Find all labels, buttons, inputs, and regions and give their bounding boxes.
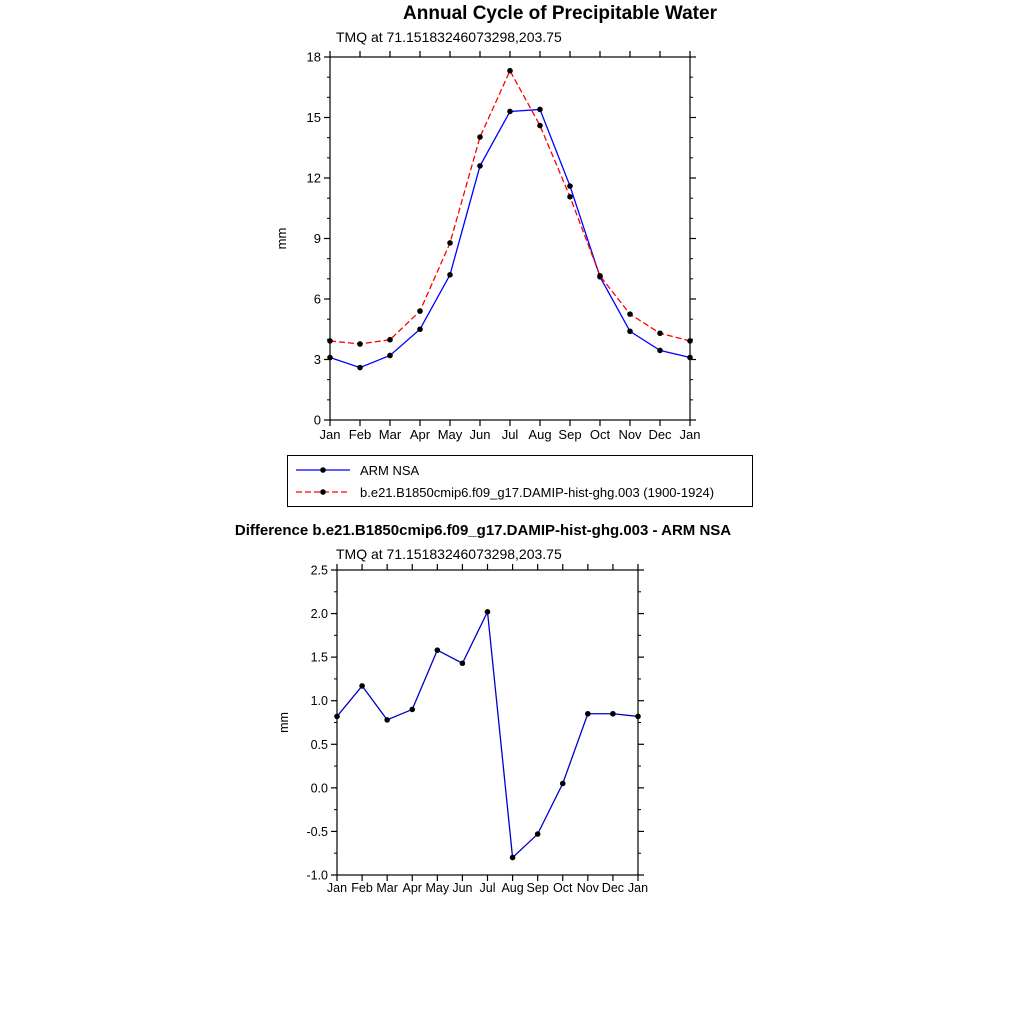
data-point: [610, 711, 616, 717]
y-tick-label: -1.0: [306, 868, 328, 883]
x-tick-label: Jun: [452, 881, 473, 895]
y-tick-label: 9: [313, 231, 321, 247]
legend-label: ARM NSA: [360, 462, 420, 478]
data-point: [334, 714, 340, 720]
y-tick-label: 18: [306, 49, 321, 65]
y-tick-label: 1.5: [310, 650, 328, 665]
y-tick-label: 0.0: [310, 781, 328, 796]
data-point: [687, 355, 693, 361]
data-point: [327, 338, 333, 344]
data-point: [635, 714, 641, 720]
data-point: [485, 609, 491, 615]
data-point: [387, 353, 393, 359]
data-point: [560, 781, 566, 787]
data-point: [357, 365, 363, 371]
x-tick-label: Jan: [627, 881, 649, 895]
legend-line-sample-blue: [294, 463, 352, 477]
y-tick-label: 0: [313, 412, 321, 428]
x-tick-label: Feb: [348, 427, 372, 442]
data-point: [535, 831, 541, 837]
y-tick-label: 2.0: [310, 607, 328, 622]
y-tick-label: 3: [313, 352, 321, 368]
difference-chart-title: Difference b.e21.B1850cmip6.f09_g17.DAMIP-hist-ghg.003 - ARM NSA: [234, 522, 732, 539]
y-tick-label: 1.0: [310, 694, 328, 709]
data-point: [507, 109, 513, 115]
legend-marker: [320, 489, 326, 495]
data-point: [627, 328, 633, 334]
x-tick-label: May: [437, 427, 463, 442]
x-tick-label: May: [425, 881, 450, 895]
x-tick-label: Feb: [351, 881, 373, 895]
data-point: [585, 711, 591, 717]
data-point: [384, 717, 390, 723]
legend-item-model: [294, 481, 746, 503]
x-tick-label: Dec: [648, 427, 672, 442]
top-chart-subtitle: TMQ at 71.15183246073298,203.75: [336, 29, 562, 45]
data-point: [447, 272, 453, 278]
data-point: [687, 338, 693, 344]
x-tick-label: Jul: [501, 427, 519, 442]
x-tick-label: Jan: [326, 881, 348, 895]
data-point: [357, 341, 363, 347]
data-point: [507, 68, 513, 74]
y-axis-label: mm: [274, 227, 289, 250]
y-tick-label: 15: [306, 110, 321, 126]
data-point: [327, 355, 333, 361]
legend-item-arm-nsa: [294, 459, 746, 481]
data-point: [657, 348, 663, 354]
y-tick-label: 12: [306, 170, 321, 186]
x-tick-label: Oct: [553, 881, 573, 895]
x-tick-label: Jun: [469, 427, 491, 442]
x-tick-label: Nov: [576, 881, 599, 895]
series-line: [330, 109, 690, 367]
x-tick-label: Sep: [558, 427, 582, 442]
data-point: [510, 855, 516, 861]
x-tick-label: Oct: [589, 427, 611, 442]
x-tick-label: Mar: [378, 427, 402, 442]
x-tick-label: Nov: [618, 427, 642, 442]
difference-plot: [270, 545, 670, 905]
legend-label: b.e21.B1850cmip6.f09_g17.DAMIP-hist-ghg.003 (1900-1924): [360, 484, 715, 500]
y-tick-label: -0.5: [306, 824, 328, 839]
series-line: [337, 612, 638, 858]
x-tick-label: Mar: [376, 881, 398, 895]
x-tick-label: Sep: [526, 881, 549, 895]
main-title: Annual Cycle of Precipitable Water: [403, 3, 717, 24]
data-point: [477, 134, 483, 140]
x-tick-label: Dec: [601, 881, 625, 895]
y-axis-label: mm: [277, 712, 291, 733]
x-tick-label: Aug: [501, 881, 524, 895]
data-point: [460, 660, 466, 666]
data-point: [537, 123, 543, 129]
x-tick-label: Aug: [528, 427, 552, 442]
data-point: [417, 326, 423, 332]
x-tick-label: Jan: [319, 427, 341, 442]
x-tick-label: Jul: [479, 881, 496, 895]
data-point: [567, 194, 573, 200]
x-tick-label: Apr: [409, 427, 431, 442]
legend-marker: [320, 467, 326, 473]
y-tick-label: 2.5: [310, 563, 328, 578]
data-point: [435, 647, 441, 653]
legend-box: [287, 455, 753, 507]
data-point: [657, 330, 663, 336]
y-tick-label: 0.5: [310, 737, 328, 752]
x-tick-label: Jan: [679, 427, 701, 442]
x-tick-label: Apr: [402, 881, 422, 895]
data-point: [359, 683, 365, 689]
data-point: [477, 163, 483, 169]
data-point: [447, 240, 453, 246]
y-tick-label: 6: [313, 291, 321, 307]
data-point: [537, 107, 543, 113]
data-point: [567, 183, 573, 189]
data-point: [627, 311, 633, 317]
legend-line-sample-red-dashed: [294, 485, 352, 499]
difference-chart-subtitle: TMQ at 71.15183246073298,203.75: [336, 546, 562, 562]
data-point: [387, 337, 393, 343]
data-point: [417, 308, 423, 314]
data-point: [409, 707, 415, 713]
annual-cycle-plot: [260, 28, 720, 450]
data-point: [597, 273, 603, 279]
